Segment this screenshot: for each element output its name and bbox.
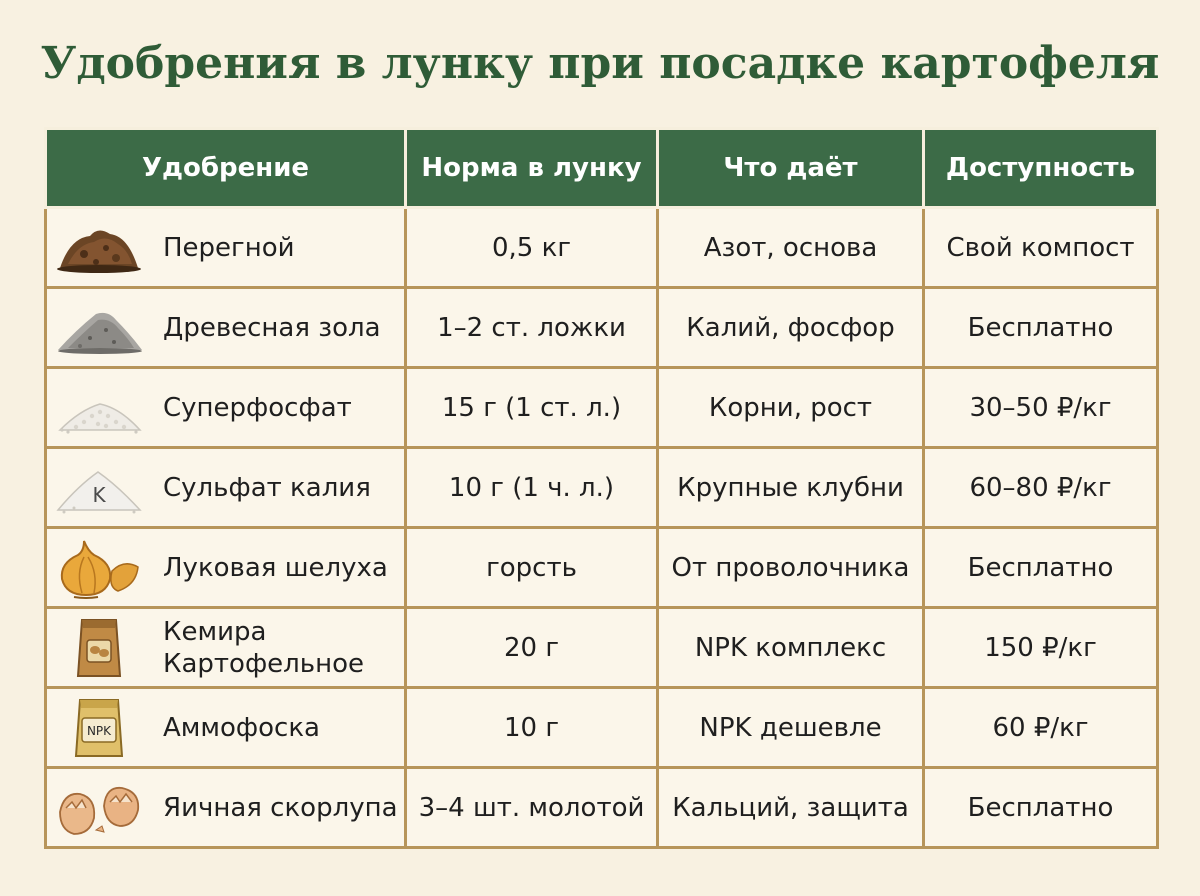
fertilizer-name: Яичная скорлупа (163, 792, 398, 823)
fertilizer-name (145, 616, 364, 680)
effect-cell: Азот, основа (658, 208, 924, 288)
fertilizer-name-cell (46, 688, 406, 768)
table-header-row (46, 129, 1158, 208)
effect-cell: NPK дешевле (658, 688, 924, 768)
availability-cell: 60 ₽/кг (924, 688, 1158, 768)
availability-cell: Бесплатно (924, 528, 1158, 608)
fertilizer-name-cell (46, 608, 406, 688)
table-row (46, 688, 1158, 768)
availability-cell: 30–50 ₽/кг (924, 368, 1158, 448)
fertilizer-name: Аммофоска (163, 712, 320, 743)
granules-pile-icon (53, 377, 145, 439)
fertilizer-name: Луковая шелуха (163, 552, 388, 583)
fertilizer-name-cell (46, 448, 406, 528)
eggshell-icon (53, 777, 145, 839)
availability-cell: Бесплатно (924, 288, 1158, 368)
table-row (46, 768, 1158, 848)
availability-cell: Бесплатно (924, 768, 1158, 848)
rate-cell: 15 г (1 ст. л.) (406, 368, 658, 448)
potassium-powder-icon (53, 457, 145, 519)
table-row (46, 528, 1158, 608)
rate-cell: 10 г (406, 688, 658, 768)
fertilizer-name-line1: Кемира (163, 616, 267, 647)
rate-cell: 10 г (1 ч. л.) (406, 448, 658, 528)
fertilizer-name-cell (46, 528, 406, 608)
rate-cell: 3–4 шт. молотой (406, 768, 658, 848)
rate-cell: 1–2 ст. ложки (406, 288, 658, 368)
fertilizer-name-cell (46, 288, 406, 368)
fertilizer-table (44, 127, 1159, 849)
effect-cell: Кальций, защита (658, 768, 924, 848)
availability-cell: 150 ₽/кг (924, 608, 1158, 688)
fertilizer-name: Перегной (163, 232, 295, 263)
availability-cell: Свой компост (924, 208, 1158, 288)
potassium-label: K (92, 482, 106, 507)
page-title: Удобрения в лунку при посадке картофеля (40, 38, 1160, 89)
header-availability: Доступность (924, 129, 1158, 208)
fertilizer-name: Суперфосфат (163, 392, 352, 423)
rate-cell: 0,5 кг (406, 208, 658, 288)
table-row (46, 368, 1158, 448)
availability-cell: 60–80 ₽/кг (924, 448, 1158, 528)
table-row (46, 608, 1158, 688)
fertilizer-name: Сульфат калия (163, 472, 371, 503)
effect-cell: От проволочника (658, 528, 924, 608)
onion-icon (53, 537, 145, 599)
fertilizer-name-cell (46, 768, 406, 848)
effect-cell: Калий, фосфор (658, 288, 924, 368)
npk-bag-icon (53, 697, 145, 759)
fertilizer-name: Древесная зола (163, 312, 381, 343)
table-row (46, 448, 1158, 528)
table-row (46, 288, 1158, 368)
table-row (46, 208, 1158, 288)
header-effect: Что даёт (658, 129, 924, 208)
rate-cell: 20 г (406, 608, 658, 688)
npk-label: NPK (86, 723, 112, 738)
ash-pile-icon (53, 297, 145, 359)
compost-pile-icon (53, 217, 145, 279)
rate-cell: горсть (406, 528, 658, 608)
fertilizer-name-cell (46, 208, 406, 288)
fertilizer-name-cell (46, 368, 406, 448)
header-fertilizer: Удобрение (46, 129, 406, 208)
fertilizer-bag-icon (53, 617, 145, 679)
fertilizer-name-line2: Картофельное (163, 648, 365, 679)
effect-cell: NPK комплекс (658, 608, 924, 688)
header-rate: Норма в лунку (406, 129, 658, 208)
effect-cell: Крупные клубни (658, 448, 924, 528)
effect-cell: Корни, рост (658, 368, 924, 448)
